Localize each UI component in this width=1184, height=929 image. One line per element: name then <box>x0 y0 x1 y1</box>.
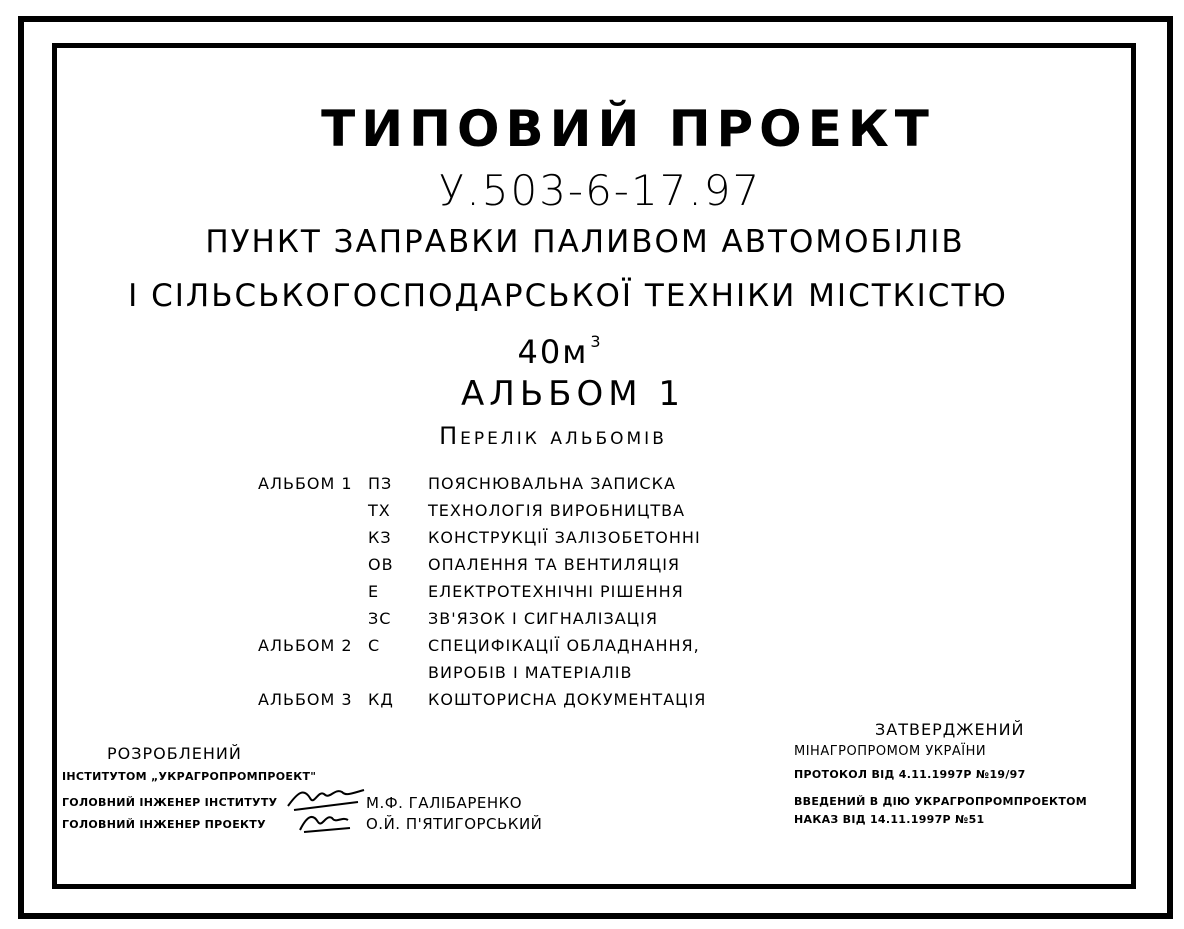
subtitle-line-1: ПУНКТ ЗАПРАВКИ ПАЛИВОМ АВТОМОБІЛІВ <box>205 224 965 260</box>
approved-heading: ЗАТВЕРДЖЕНИЙ <box>875 720 1025 739</box>
album-number: АЛЬБОМ 1 <box>460 374 686 414</box>
subtitle-line-2: І СІЛЬСЬКОГОСПОДАРСЬКОЇ ТЕХНІКИ МІСТКІСТЮ <box>128 278 1008 314</box>
section-code: КЗ <box>368 528 392 547</box>
introduced-by: ВВЕДЕНИЙ В ДІЮ УКРАГРОПРОМПРОЕКТОМ <box>794 795 1088 808</box>
album-label: АЛЬБОМ 2 <box>258 636 353 655</box>
project-engineer-label: ГОЛОВНИЙ ІНЖЕНЕР ПРОЕКТУ <box>62 818 266 831</box>
approval-protocol: ПРОТОКОЛ ВІД 4.11.1997Р №19/97 <box>794 768 1026 781</box>
volume-value: 40м <box>517 333 589 371</box>
project-code: У.503-6-17.97 <box>438 166 762 215</box>
volume <box>517 332 602 371</box>
approving-ministry: МІНАГРОПРОМОМ УКРАЇНИ <box>794 744 987 759</box>
order-reference: НАКАЗ ВІД 14.11.1997Р №51 <box>794 813 985 826</box>
section-code: С <box>368 636 381 655</box>
section-code: КД <box>368 690 394 709</box>
chief-engineer-name: М.Ф. ГАЛІБАРЕНКО <box>366 794 523 812</box>
chief-engineer-label: ГОЛОВНИЙ ІНЖЕНЕР ІНСТИТУТУ <box>62 796 278 809</box>
album-label: АЛЬБОМ 3 <box>258 690 353 709</box>
developer-institute: ІНСТИТУТОМ „УКРАГРОПРОМПРОЕКТ" <box>62 770 317 783</box>
section-description: ОПАЛЕННЯ ТА ВЕНТИЛЯЦІЯ <box>428 555 681 574</box>
section-code: ТХ <box>368 501 391 520</box>
section-description: ЗВ'ЯЗОК І СИГНАЛІЗАЦІЯ <box>428 609 658 628</box>
section-code: ПЗ <box>368 474 393 493</box>
section-code: Е <box>368 582 380 601</box>
section-description: ВИРОБІВ І МАТЕРІАЛІВ <box>428 663 633 682</box>
developed-heading: РОЗРОБЛЕНИЙ <box>107 744 242 763</box>
section-description: КОНСТРУКЦІЇ ЗАЛІЗОБЕТОННІ <box>428 528 701 547</box>
signature-project-engineer <box>296 806 356 836</box>
section-description: СПЕЦИФІКАЦІЇ ОБЛАДНАННЯ, <box>428 636 700 655</box>
list-heading: Перелік альбомів <box>439 422 667 450</box>
section-code: ОВ <box>368 555 394 574</box>
section-description: ПОЯСНЮВАЛЬНА ЗАПИСКА <box>428 474 676 493</box>
section-code: ЗС <box>368 609 392 628</box>
section-description: ТЕХНОЛОГІЯ ВИРОБНИЦТВА <box>428 501 686 520</box>
section-description: ЕЛЕКТРОТЕХНІЧНІ РІШЕННЯ <box>428 582 684 601</box>
document-title: ТИПОВИЙ ПРОЕКТ <box>321 100 935 158</box>
album-label: АЛЬБОМ 1 <box>258 474 353 493</box>
volume-unit-superscript: 3 <box>590 332 603 351</box>
section-description: КОШТОРИСНА ДОКУМЕНТАЦІЯ <box>428 690 707 709</box>
project-engineer-name: О.Й. П'ЯТИГОРСЬКИЙ <box>366 815 543 833</box>
